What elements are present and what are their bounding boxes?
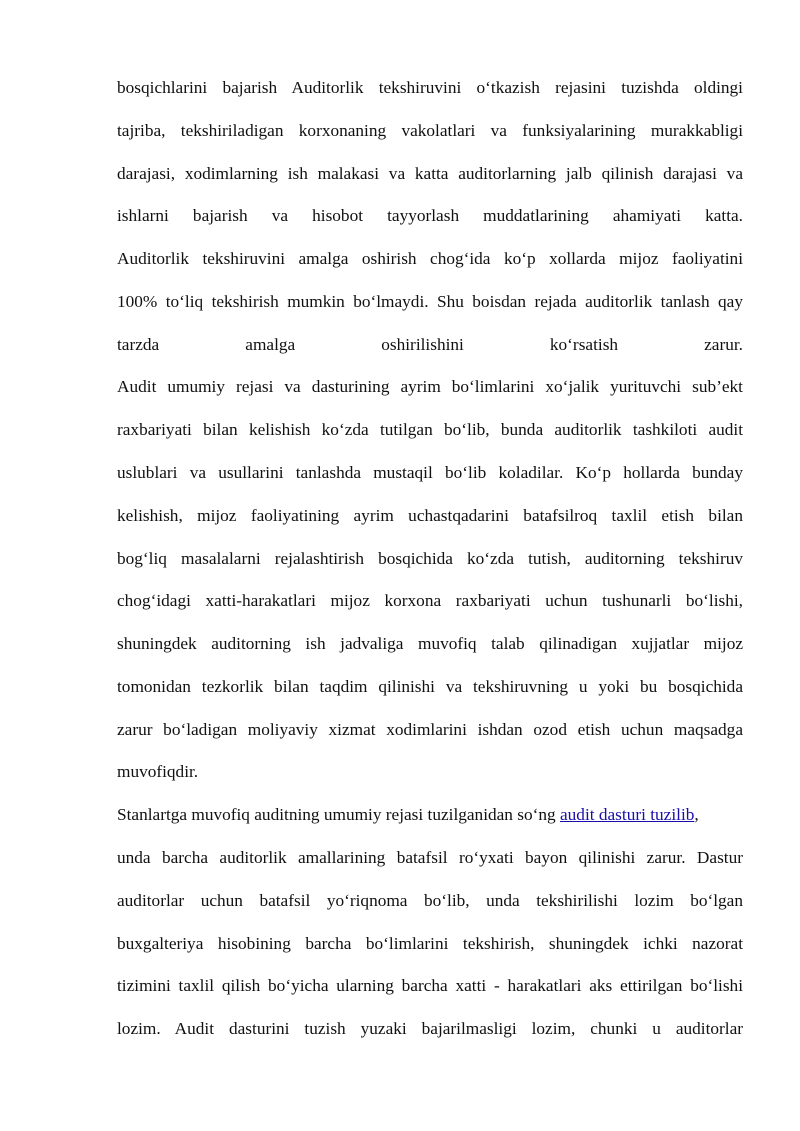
text-line: darajasi, xodimlarning ish malakasi va katta auditorlarning jalb qilinish darajasi va [117,164,743,183]
audit-dasturi-link[interactable]: audit dasturi tuzilib [560,805,695,824]
text-line: shuningdek auditorning ish jadvaliga muvofiq talab qilinadigan xujjatlar mijoz [117,634,743,653]
text-line: Audit umumiy rejasi va dasturining ayrim bo‘limlarini xo‘jalik yurituvchi sub’ekt [117,377,743,396]
text-line: Auditorlik tekshiruvini amalga oshirish chog‘ida ko‘p xollarda mijoz faoliyatini [117,249,743,268]
text-line-with-link [117,803,743,827]
text-line: kelishish, mijoz faoliyatining ayrim uchastqadarini batafsilroq taxlil etish bilan [117,506,743,525]
text-line: ishlarni bajarish va hisobot tayyorlash muddatlarining ahamiyati katta. [117,206,743,225]
text-line: muvofiqdir. [117,762,199,781]
text-line: tizimini taxlil qilish bo‘yicha ularning barcha xatti - harakatlari aks ettirilgan bo‘lishi [117,976,743,995]
text-line: chog‘idagi xatti-harakatlari mijoz korxona raxbariyati uchun tushunarli bo‘lishi, [117,591,743,610]
text-line: 100% to‘liq tekshirish mumkin bo‘lmaydi. Shu boisdan rejada auditorlik tanlash qay [117,292,743,311]
text-line: tomonidan tezkorlik bilan taqdim qilinishi va tekshiruvning u yoki bu bosqichida [117,677,743,696]
text-segment: Stanlartga muvofiq auditning umumiy rejasi tuzilganidan so‘ng [117,805,560,824]
text-line: bog‘liq masalalarni rejalashtirish bosqichida ko‘zda tutish, auditorning tekshiruv [117,549,743,568]
text-line: raxbariyati bilan kelishish ko‘zda tutilgan bo‘lib, bunda auditorlik tashkiloti audit [117,420,743,439]
text-line: lozim. Audit dasturini tuzish yuzaki bajarilmasligi lozim, chunki u auditorlar [117,1019,743,1038]
text-line: tarzda amalga oshirilishini ko‘rsatish zarur. [117,335,743,354]
text-segment: , [694,805,699,824]
text-line: buxgalteriya hisobining barcha bo‘limlarini tekshirish, shuningdek ichki nazorat [117,934,743,953]
text-line: auditorlar uchun batafsil yo‘riqnoma bo‘lib, unda tekshirilishi lozim bo‘lgan [117,891,743,910]
text-line: tajriba, tekshiriladigan korxonaning vakolatlari va funksiyalarining murakkabligi [117,121,743,140]
text-line: uslublari va usullarini tanlashda mustaqil bo‘lib koladilar. Ko‘p hollarda bunday [117,463,743,482]
text-line: bosqichlarini bajarish Auditorlik tekshiruvini o‘tkazish rejasini tuzishda oldingi [117,78,743,97]
text-line: unda barcha auditorlik amallarining batafsil ro‘yxati bayon qilinishi zarur. Dastur [117,848,743,867]
text-line: zarur bo‘ladigan moliyaviy xizmat xodimlarini ishdan ozod etish uchun maqsadga [117,720,743,739]
